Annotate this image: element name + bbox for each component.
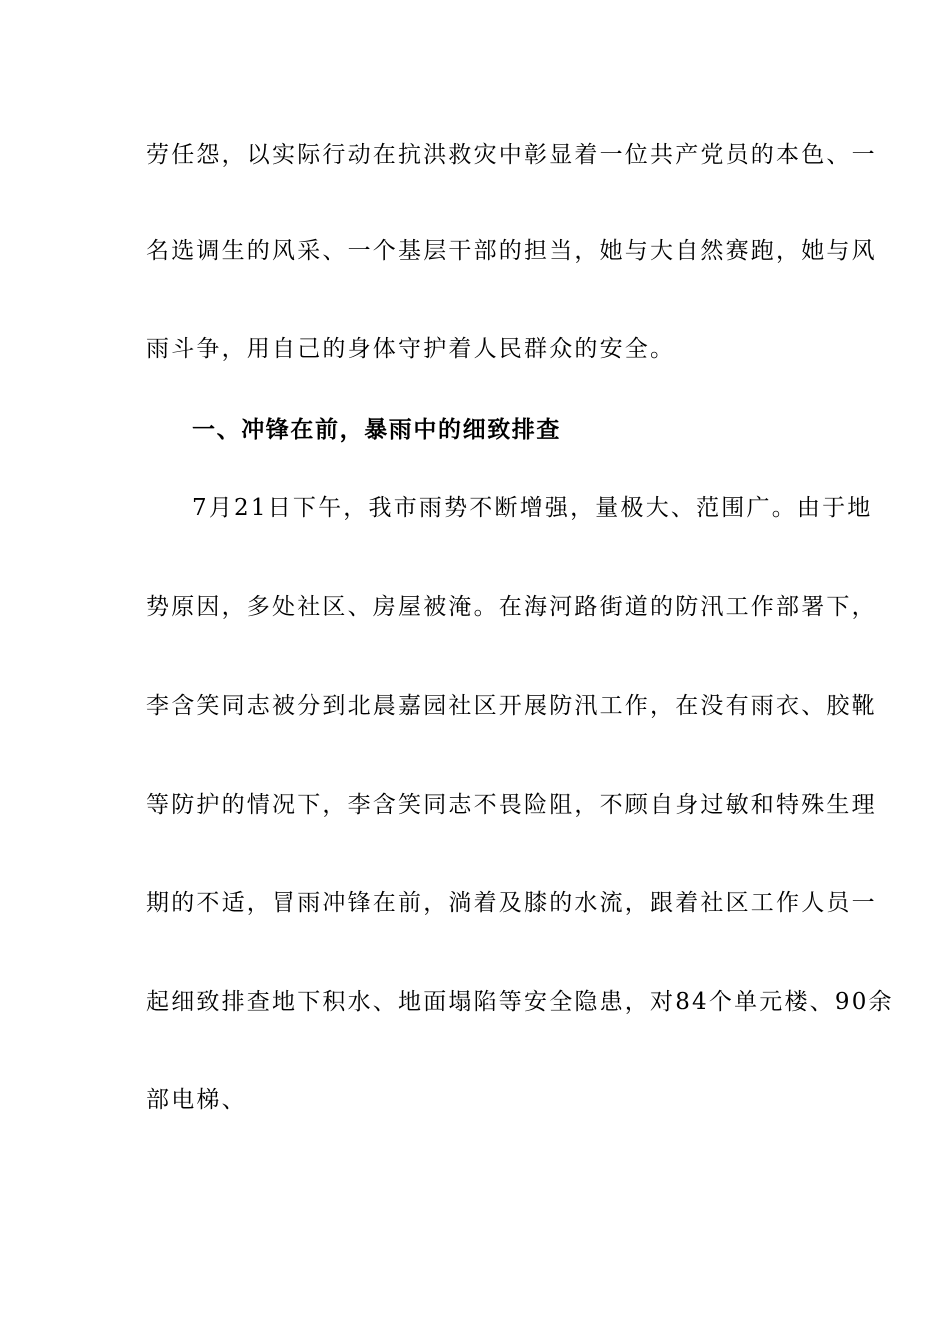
text-line: 劳任怨，以实际行动在抗洪救灾中彰显着一位共产党员的本色、一 [146, 142, 877, 168]
text-line: 名选调生的风采、一个基层干部的担当，她与大自然赛跑，她与风 [146, 238, 877, 264]
text-line: 7月21日下午，我市雨势不断增强，量极大、范围广。由于地 [192, 495, 873, 521]
text-line: 李含笑同志被分到北晨嘉园社区开展防汛工作，在没有雨衣、胶靴 [146, 693, 877, 719]
text-line: 部电梯、 [146, 1087, 247, 1113]
text-line: 等防护的情况下，李含笑同志不畏险阻，不顾自身过敏和特殊生理 [146, 792, 877, 818]
text-line: 期的不适，冒雨冲锋在前，淌着及膝的水流，跟着社区工作人员一 [146, 890, 877, 916]
text-line: 雨斗争，用自己的身体守护着人民群众的安全。 [146, 336, 676, 362]
text-line: 势原因，多处社区、房屋被淹。在海河路街道的防汛工作部署下， [146, 594, 877, 620]
section-heading: 一、冲锋在前，暴雨中的细致排查 [192, 416, 561, 443]
text-line: 起细致排查地下积水、地面塌陷等安全隐患，对84个单元楼、90余 [146, 989, 894, 1015]
